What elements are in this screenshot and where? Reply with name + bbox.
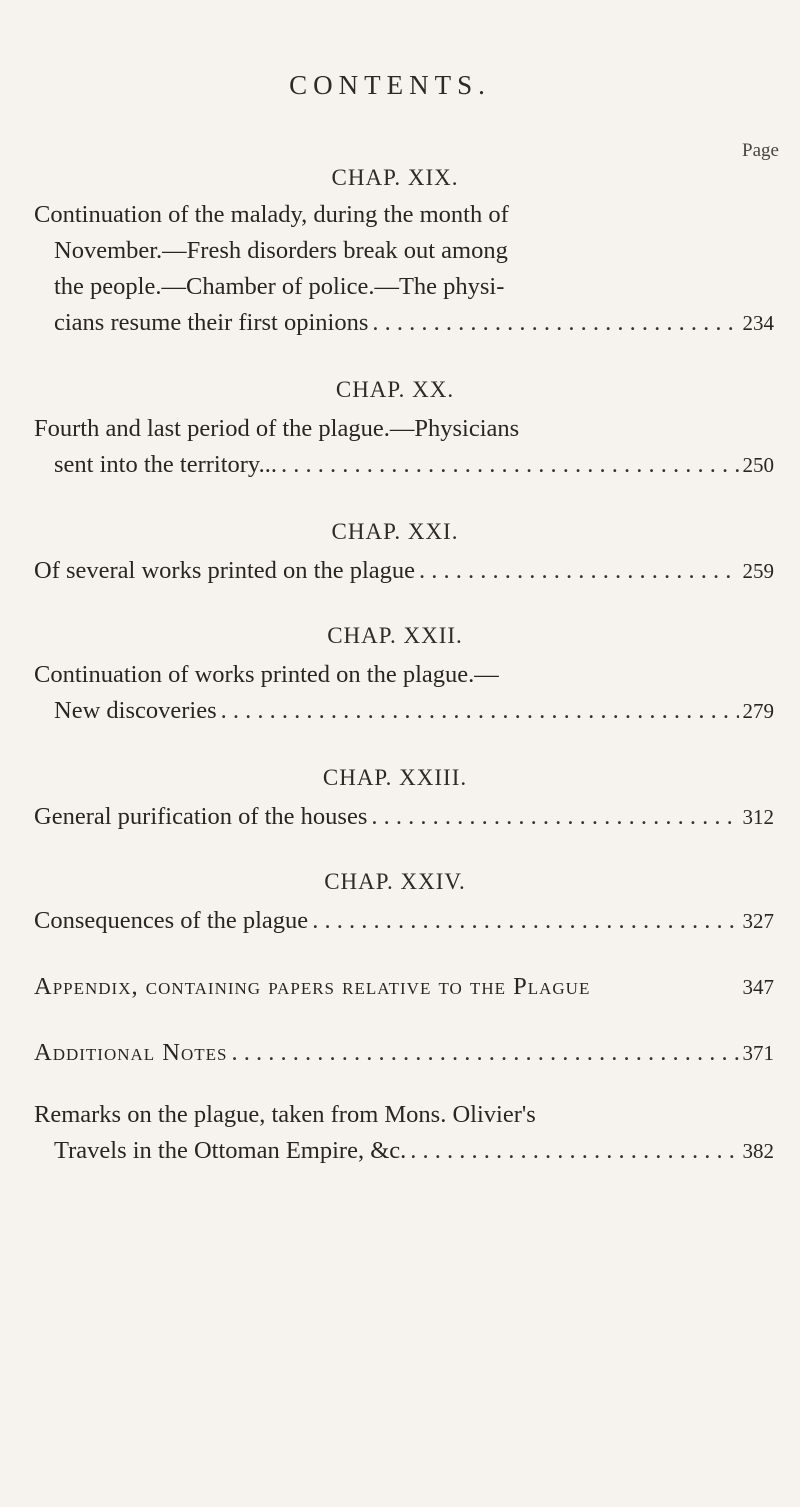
chapter-heading: CHAP. XXIV. bbox=[324, 869, 466, 894]
toc-entry-additional-notes bbox=[34, 1038, 774, 1068]
chapter-summary-line: Continuation of works printed on the plague.— bbox=[34, 661, 499, 688]
chapter-heading: CHAP. XIX. bbox=[331, 165, 459, 190]
entry-text: New discoveries bbox=[54, 697, 217, 724]
page-number: 234 bbox=[742, 311, 774, 335]
entry-text: Travels in the Ottoman Empire, &c. bbox=[54, 1137, 407, 1164]
dot-leader bbox=[372, 308, 738, 338]
toc-entry bbox=[54, 696, 774, 726]
chapter-summary-line: Continuation of the malady, during the month of bbox=[34, 201, 509, 228]
page-number: 259 bbox=[742, 559, 774, 583]
chapter-summary-line: November.—Fresh disorders break out among bbox=[54, 237, 508, 264]
dot-leader bbox=[221, 696, 739, 726]
toc-entry-remarks-line: Remarks on the plague, taken from Mons. Olivier's bbox=[34, 1101, 536, 1128]
page-number: 312 bbox=[742, 805, 774, 829]
page-number: 327 bbox=[742, 909, 774, 933]
page-number: 382 bbox=[742, 1139, 774, 1163]
toc-entry-remarks bbox=[54, 1136, 774, 1166]
toc-entry bbox=[54, 308, 774, 338]
dot-leader bbox=[410, 1136, 738, 1166]
toc-entry bbox=[34, 556, 774, 586]
dot-leader bbox=[312, 906, 738, 936]
page-number: 371 bbox=[742, 1041, 774, 1065]
entry-text: Additional Notes bbox=[34, 1039, 228, 1066]
entry-text: cians resume their first opinions bbox=[54, 309, 369, 336]
chapter-heading: CHAP. XXII. bbox=[327, 623, 463, 648]
page-number: 250 bbox=[742, 453, 774, 477]
chapter-heading: CHAP. XX. bbox=[335, 377, 455, 402]
entry-text: Of several works printed on the plague bbox=[34, 557, 415, 584]
toc-entry-appendix bbox=[34, 972, 774, 1002]
chapter-summary-line: the people.—Chamber of police.—The physi- bbox=[54, 273, 505, 300]
page-number: 279 bbox=[742, 699, 774, 723]
chapter-summary-line: Fourth and last period of the plague.—Physicians bbox=[34, 415, 520, 442]
entry-text: sent into the territory... bbox=[54, 451, 277, 478]
chapter-heading: CHAP. XXI. bbox=[331, 519, 459, 544]
page-title: CONTENTS. bbox=[289, 70, 491, 100]
dot-leader bbox=[281, 450, 739, 480]
entry-text: General purification of the houses bbox=[34, 803, 368, 830]
toc-entry bbox=[34, 802, 774, 832]
chapter-heading: CHAP. XXIII. bbox=[322, 765, 468, 790]
entry-text: Consequences of the plague bbox=[34, 907, 309, 934]
toc-entry bbox=[54, 450, 774, 480]
page-number: 347 bbox=[742, 975, 774, 999]
entry-text: Appendix, containing papers relative to the Plague bbox=[34, 973, 591, 1000]
dot-leader bbox=[232, 1038, 739, 1068]
page-column-label: Page bbox=[742, 140, 779, 161]
dot-leader bbox=[371, 802, 738, 832]
toc-entry bbox=[34, 906, 774, 936]
dot-leader bbox=[419, 556, 739, 586]
